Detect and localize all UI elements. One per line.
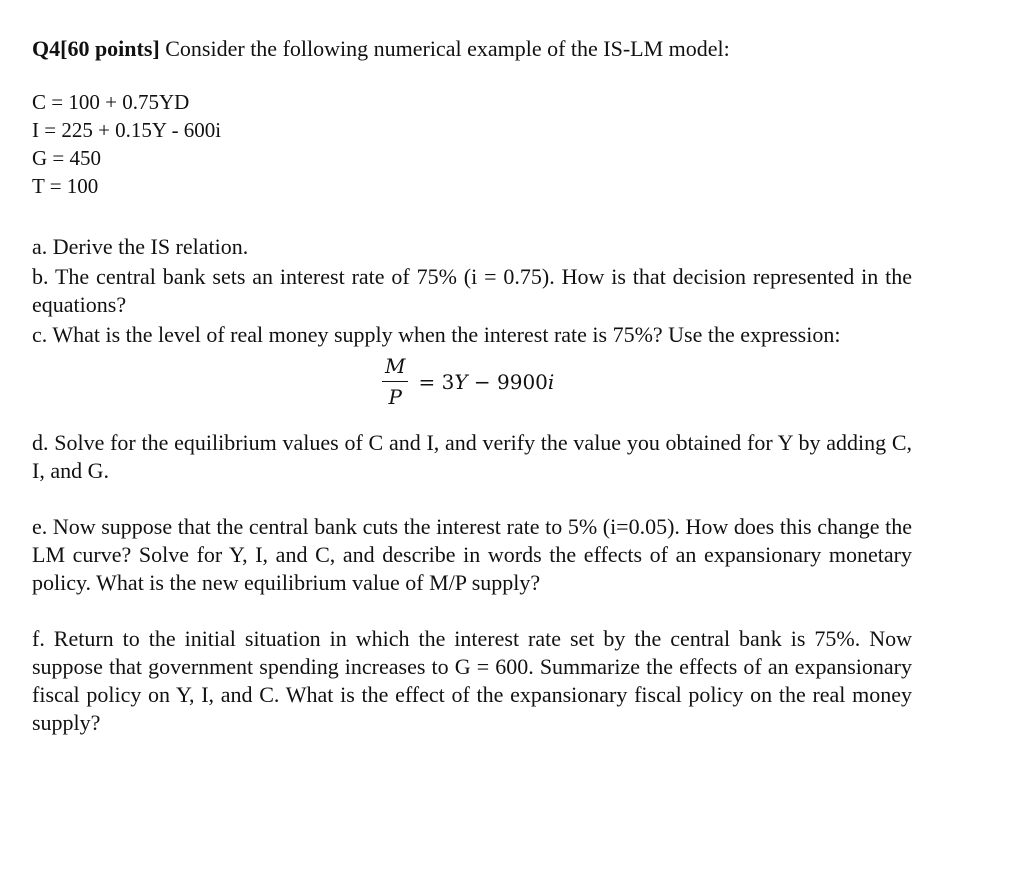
formula-rhs-prefix: = 3 xyxy=(418,369,455,394)
part-e: e. Now suppose that the central bank cuts the interest rate to 5% (i=0.05). How does this change the LM curve? Solve for Y, I, and C, and describe in words the effects of an expansionary monetary policy. What is the new equilibrium value of M/P supply? xyxy=(32,514,912,595)
money-supply-formula xyxy=(32,353,912,419)
document-page xyxy=(32,34,912,737)
formula-right-hand-side xyxy=(418,370,554,394)
part-a: a. Derive the IS relation. xyxy=(32,234,249,259)
part-c: c. What is the level of real money supply when the interest rate is 75%? Use the expression: xyxy=(32,322,841,347)
formula-rhs-middle: − 9900 xyxy=(467,369,548,394)
part-f: f. Return to the initial situation in which the interest rate set by the central bank is 75%. Now suppose that government spending increases to G = 600. Summarize the effects of an expansionary fiscal policy on Y, I, and C. What is the effect of the expansionary fiscal policy on the real money supply? xyxy=(32,626,912,735)
question-label: Q4[60 points] xyxy=(32,36,160,61)
model-equations xyxy=(32,88,912,200)
formula-rhs-i: i xyxy=(547,369,555,394)
formula-rhs-y: Y xyxy=(454,369,468,394)
tax-equation: T = 100 xyxy=(32,174,99,198)
investment-equation: I = 225 + 0.15Y - 600i xyxy=(32,118,222,142)
part-d: d. Solve for the equilibrium values of C and I, and verify the value you obtained for Y by adding C, I, and G. xyxy=(32,430,912,483)
formula-expression xyxy=(382,353,554,410)
consumption-equation: C = 100 + 0.75YD xyxy=(32,90,190,114)
formula-numerator: M xyxy=(382,353,408,382)
formula-denominator: P xyxy=(388,385,402,409)
question-heading xyxy=(32,34,912,64)
formula-fraction xyxy=(382,353,408,410)
question-intro: Consider the following numerical example of the IS-LM model: xyxy=(159,36,730,61)
government-equation: G = 450 xyxy=(32,146,102,170)
part-b: b. The central bank sets an interest rate of 75% (i = 0.75). How is that decision represented in the equations? xyxy=(32,264,912,317)
